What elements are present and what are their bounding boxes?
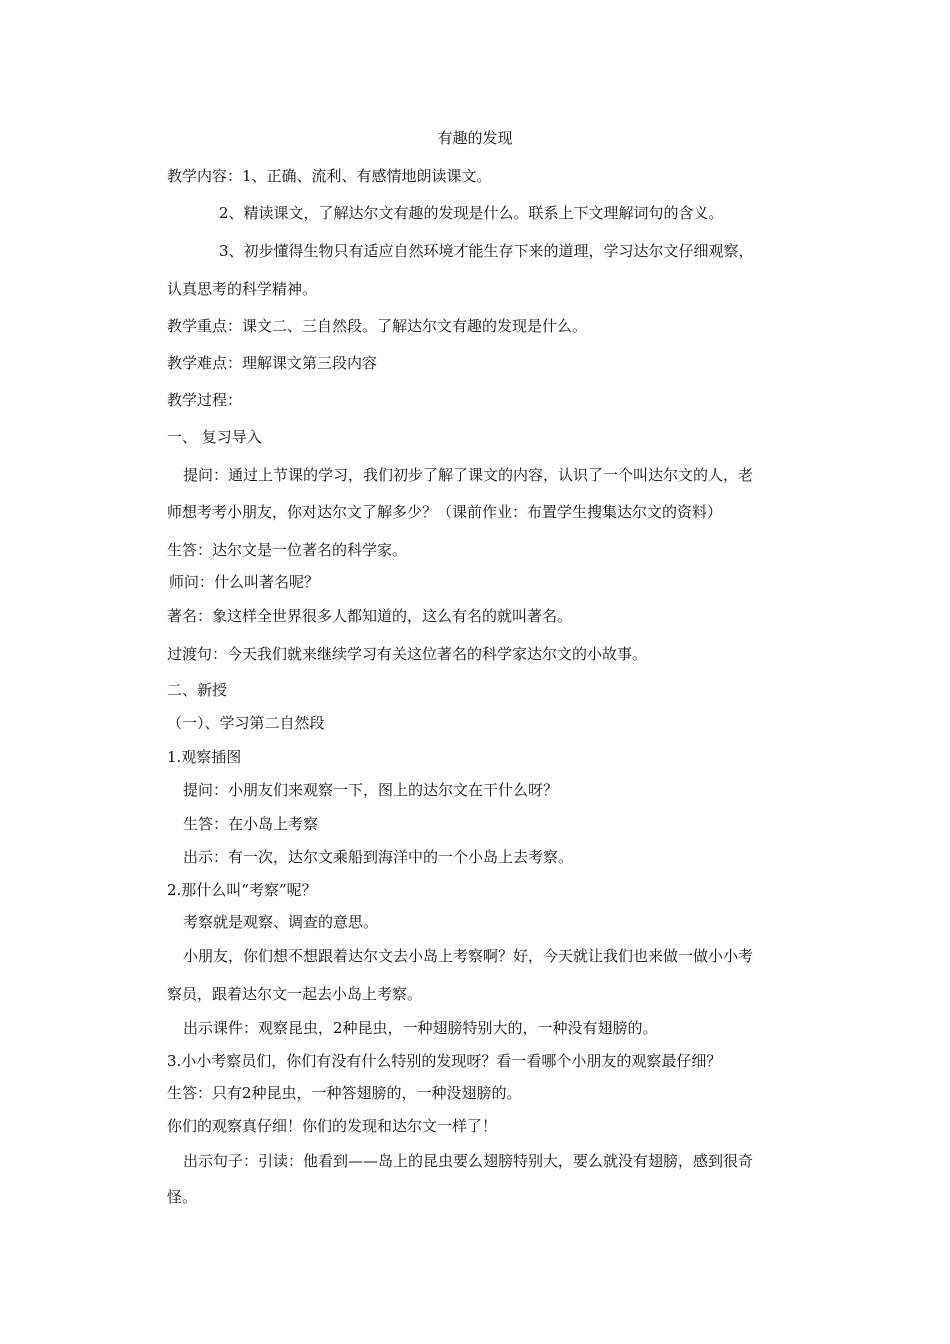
text-line: 生答：只有2种昆虫，一种答翅膀的，一种没翅膀的。 — [167, 1084, 522, 1102]
text-line: 过渡句：今天我们就来继续学习有关这位著名的科学家达尔文的小故事。 — [167, 645, 648, 663]
text-line: 3.小小考察员们，你们有没有什么特别的发现呀？看一看哪个小朋友的观察最仔细？ — [167, 1052, 722, 1070]
text-line: 师想考考小朋友，你对达尔文了解多少？（课前作业：布置学生搜集达尔文的资料） — [167, 503, 723, 521]
text-line: 生答：在小岛上考察 — [183, 815, 319, 833]
text-line: 出示句子：引读：他看到——岛上的昆虫要么翅膀特别大，要么就没有翅膀，感到很奇 — [183, 1152, 754, 1170]
text-line: 教学内容：1、正确、流利、有感情地朗读课文。 — [167, 167, 492, 185]
text-line: 教学过程： — [167, 391, 243, 409]
text-line: 2.那什么叫“考察”呢？ — [167, 881, 317, 899]
text-line: 教学重点：课文二、三自然段。了解达尔文有趣的发现是什么。 — [167, 317, 588, 335]
text-line: 考察就是观察、调查的意思。 — [183, 913, 379, 931]
document-title: 有趣的发现 — [437, 129, 513, 147]
text-line: 生答：达尔文是一位著名的科学家。 — [167, 541, 408, 559]
text-line: 认真思考的科学精神。 — [167, 280, 318, 298]
text-line: 3、初步懂得生物只有适应自然环境才能生存下来的道理，学习达尔文仔细观察， — [219, 242, 754, 260]
section-heading: 一、 复习导入 — [167, 428, 262, 446]
text-line: 提问：通过上节课的学习，我们初步了解了课文的内容，认识了一个叫达尔文的人，老 — [183, 466, 754, 484]
text-line: 察员，跟着达尔文一起去小岛上考察。 — [167, 985, 423, 1003]
section-heading: 二、新授 — [167, 681, 228, 699]
text-line: 2、精读课文，了解达尔文有趣的发现是什么。联系上下文理解词句的含义。 — [219, 204, 724, 222]
subsection-heading: （一）、学习第二自然段 — [167, 714, 325, 732]
text-line: 出示课件：观察昆虫，2种昆虫，一种翅膀特别大的，一种没有翅膀的。 — [183, 1019, 658, 1037]
text-line: 提问：小朋友们来观察一下，图上的达尔文在干什么呀？ — [183, 781, 559, 799]
text-line: 著名：象这样全世界很多人都知道的，这么有名的就叫著名。 — [167, 607, 573, 625]
text-line: 教学难点：理解课文第三段内容 — [167, 354, 378, 372]
text-line: 你们的观察真仔细！你们的发现和达尔文一样了！ — [167, 1117, 498, 1135]
text-line: 1.观察插图 — [167, 748, 242, 766]
text-line: 怪。 — [167, 1188, 198, 1206]
text-line: 师问：什么叫著名呢？ — [169, 573, 320, 591]
text-line: 出示：有一次，达尔文乘船到海洋中的一个小岛上去考察。 — [183, 848, 574, 866]
text-line: 小朋友，你们想不想跟着达尔文去小岛上考察啊？好，今天就让我们也来做一做小小考 — [183, 947, 754, 965]
